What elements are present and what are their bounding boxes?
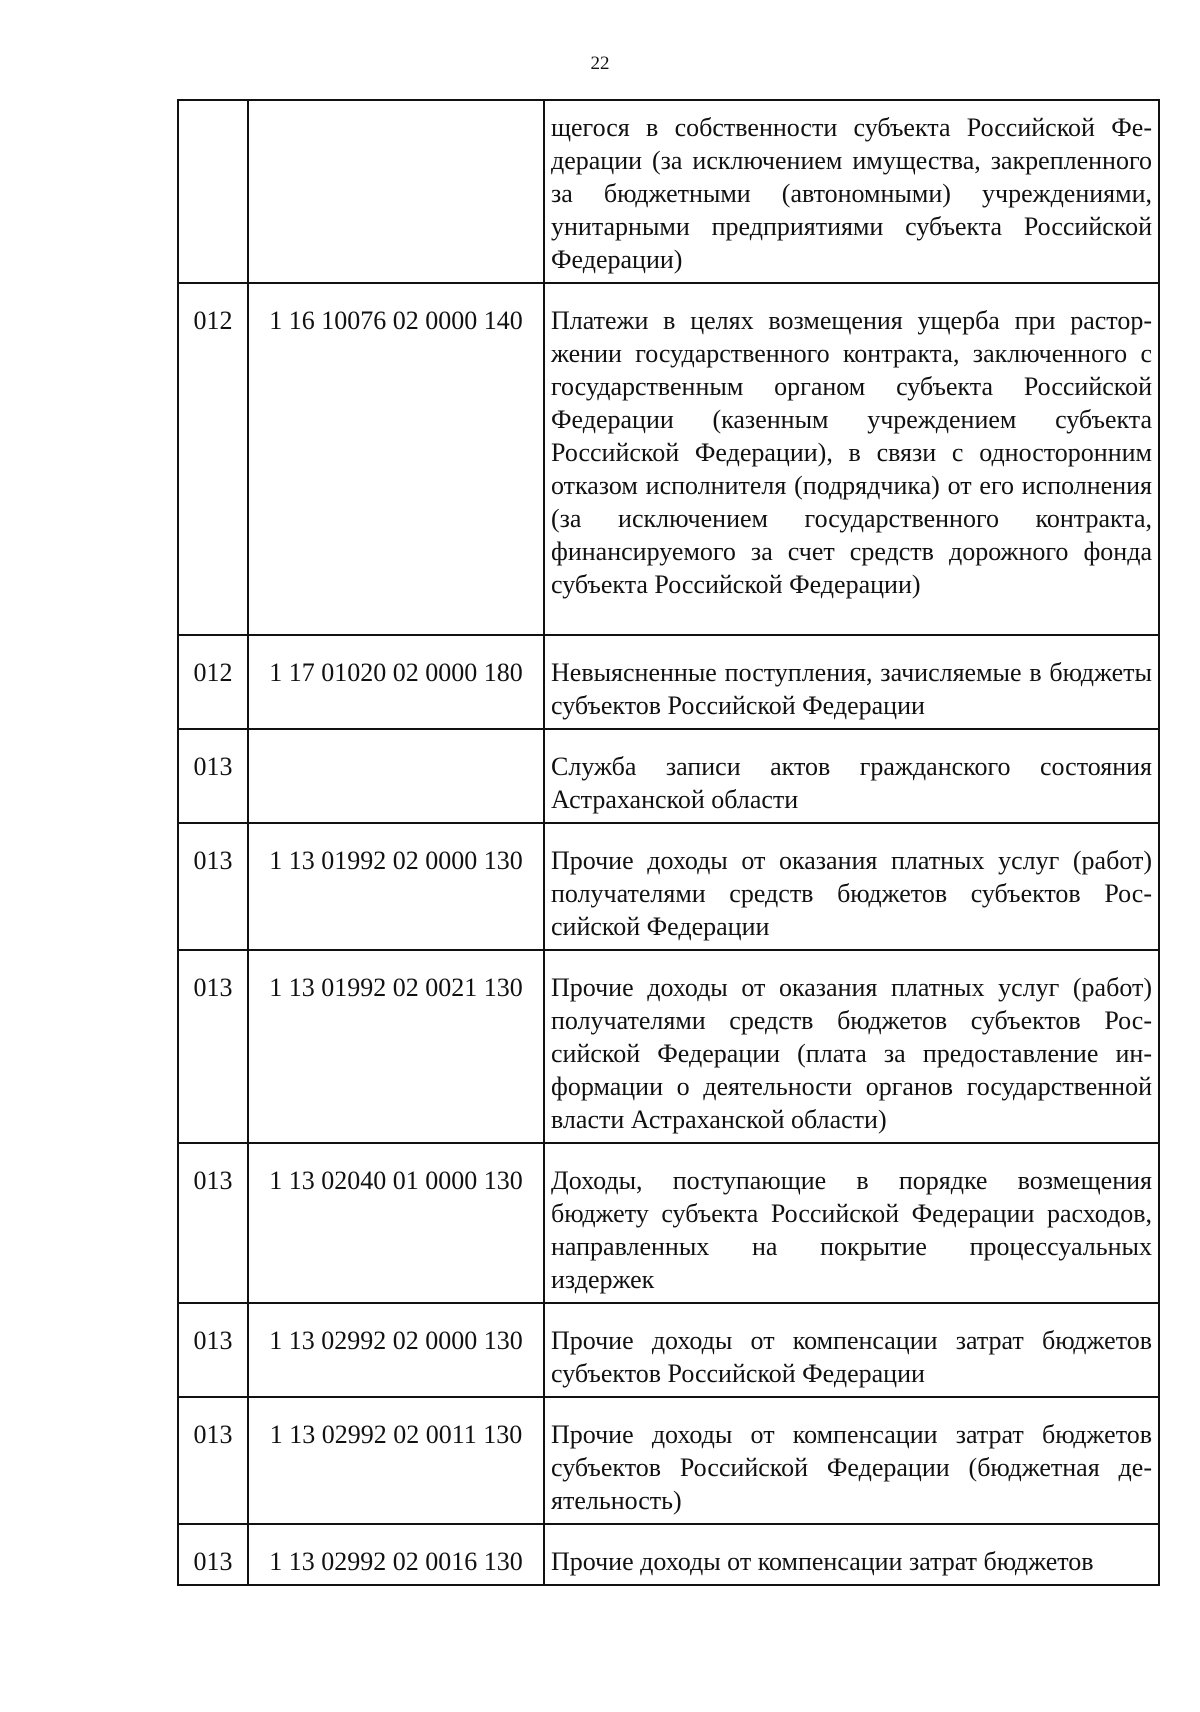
- budget-code-cell: [248, 100, 544, 283]
- table-row: [178, 1524, 1159, 1585]
- budget-code-cell: 1 13 02992 02 0000 130: [248, 1303, 544, 1397]
- admin-code-cell: 013: [178, 823, 248, 950]
- table-row: [178, 283, 1159, 635]
- admin-code-cell: 013: [178, 1143, 248, 1303]
- revenue-codes-table: [177, 99, 1160, 1586]
- admin-code-cell: 013: [178, 950, 248, 1143]
- budget-code-cell: 1 13 01992 02 0021 130: [248, 950, 544, 1143]
- description-cell: Служба записи актов гражданского состояния Астраханской области: [544, 729, 1159, 823]
- description-cell: Прочие доходы от компенсации затрат бюджетов субъектов Российской Федерации (бюджетная деятельность): [544, 1397, 1159, 1524]
- budget-code-cell: 1 16 10076 02 0000 140: [248, 283, 544, 635]
- admin-code-cell: 013: [178, 729, 248, 823]
- budget-code-cell: [248, 729, 544, 823]
- table-row: [178, 1143, 1159, 1303]
- admin-code-cell: 013: [178, 1524, 248, 1585]
- table-row: [178, 100, 1159, 283]
- budget-code-cell: 1 13 02992 02 0011 130: [248, 1397, 544, 1524]
- budget-code-cell: 1 17 01020 02 0000 180: [248, 635, 544, 729]
- description-cell: Прочие доходы от оказания платных услуг (работ) получателями средств бюджетов субъектов Российской Федерации: [544, 823, 1159, 950]
- budget-code-cell: 1 13 01992 02 0000 130: [248, 823, 544, 950]
- admin-code-cell: 013: [178, 1303, 248, 1397]
- budget-code-cell: 1 13 02992 02 0016 130: [248, 1524, 544, 1585]
- page-number: 22: [590, 53, 610, 74]
- table-row: [178, 950, 1159, 1143]
- description-cell: Доходы, поступающие в порядке возмещения бюджету субъекта Российской Федерации расходов, направленных на покрытие процессуальных издержек: [544, 1143, 1159, 1303]
- table-row: [178, 729, 1159, 823]
- admin-code-cell: [178, 100, 248, 283]
- budget-code-cell: 1 13 02040 01 0000 130: [248, 1143, 544, 1303]
- description-cell: Прочие доходы от компенсации затрат бюджетов: [544, 1524, 1159, 1585]
- admin-code-cell: 012: [178, 283, 248, 635]
- description-cell: Невыясненные поступления, зачисляемые в бюджеты субъектов Российской Федерации: [544, 635, 1159, 729]
- table-row: [178, 1303, 1159, 1397]
- table-row: [178, 635, 1159, 729]
- description-cell: Платежи в целях возмещения ущерба при расторжении государственного контракта, заключенного с государственным органом субъекта Российской Федерации (казенным учреждением субъекта Российской Федерации), в связи с односторонним отказом исполнителя (подрядчика) от его исполнения (за исключением государственного контракта, финансируемого за счет средств дорожного фонда субъекта Российской Федерации): [544, 283, 1159, 635]
- table-row: [178, 823, 1159, 950]
- description-cell: Прочие доходы от оказания платных услуг (работ) получателями средств бюджетов субъектов Российской Федерации (плата за предоставление информации о деятельности органов государственной власти Астраханской области): [544, 950, 1159, 1143]
- admin-code-cell: 012: [178, 635, 248, 729]
- admin-code-cell: 013: [178, 1397, 248, 1524]
- table-row: [178, 1397, 1159, 1524]
- description-cell: Прочие доходы от компенсации затрат бюджетов субъектов Российской Федерации: [544, 1303, 1159, 1397]
- description-cell: щегося в собственности субъекта Российской Федерации (за исключением имущества, закрепленного за бюджетными (автономными) учреждениями, унитарными предприятиями субъекта Российской Федерации): [544, 100, 1159, 283]
